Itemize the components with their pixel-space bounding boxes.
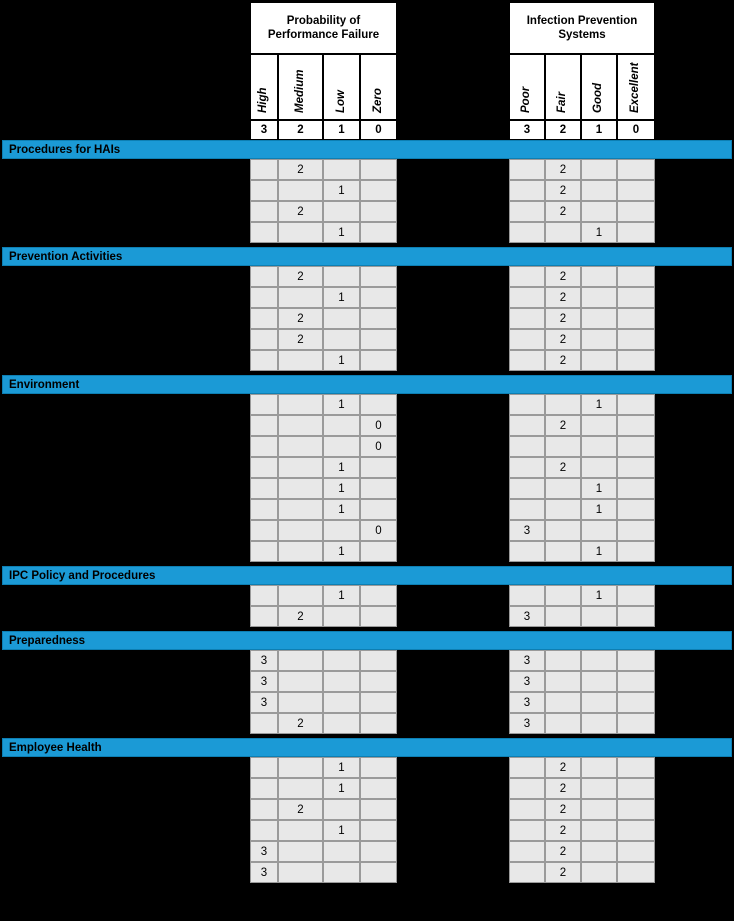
score-good: 1	[581, 120, 617, 140]
systems-cell[interactable]: 2	[545, 820, 581, 841]
section-title: IPC Policy and Procedures	[9, 569, 156, 582]
probability-cell[interactable]	[278, 585, 323, 606]
systems-cell[interactable]	[545, 499, 581, 520]
probability-cell[interactable]	[250, 520, 278, 541]
probability-cell[interactable]	[250, 201, 278, 222]
section-title: Procedures for HAIs	[9, 143, 121, 156]
systems-cell[interactable]	[509, 499, 545, 520]
probability-cell[interactable]	[278, 650, 323, 671]
probability-cell[interactable]	[323, 799, 360, 820]
systems-cell[interactable]	[545, 692, 581, 713]
systems-cell[interactable]	[617, 308, 655, 329]
probability-cell[interactable]: 1	[323, 585, 360, 606]
probability-cell[interactable]	[250, 541, 278, 562]
systems-cell[interactable]	[509, 841, 545, 862]
systems-cell[interactable]	[617, 499, 655, 520]
probability-cell[interactable]: 1	[323, 820, 360, 841]
systems-cell[interactable]	[509, 415, 545, 436]
probability-cell[interactable]	[278, 436, 323, 457]
probability-cell[interactable]	[323, 862, 360, 883]
probability-cell[interactable]	[250, 180, 278, 201]
systems-cell[interactable]	[617, 650, 655, 671]
probability-cell[interactable]	[278, 820, 323, 841]
systems-cell[interactable]	[581, 820, 617, 841]
systems-cell[interactable]	[581, 266, 617, 287]
probability-cell[interactable]	[360, 541, 397, 562]
probability-cell[interactable]: 0	[360, 415, 397, 436]
probability-cell[interactable]	[360, 820, 397, 841]
systems-cell[interactable]	[617, 671, 655, 692]
systems-cell[interactable]	[581, 757, 617, 778]
col-header-poor: Poor	[509, 54, 545, 120]
probability-cell[interactable]	[360, 308, 397, 329]
probability-cell[interactable]	[250, 350, 278, 371]
systems-cell[interactable]	[617, 862, 655, 883]
systems-cell[interactable]	[581, 713, 617, 734]
systems-cell[interactable]	[617, 757, 655, 778]
systems-cell[interactable]	[617, 541, 655, 562]
systems-group-label: Infection Prevention Systems	[526, 14, 638, 41]
probability-cell[interactable]	[250, 457, 278, 478]
systems-cell[interactable]	[581, 287, 617, 308]
probability-cell[interactable]	[250, 585, 278, 606]
systems-cell[interactable]	[581, 650, 617, 671]
probability-cell[interactable]: 2	[278, 329, 323, 350]
probability-cell[interactable]: 0	[360, 520, 397, 541]
systems-cell[interactable]	[545, 394, 581, 415]
probability-cell[interactable]	[250, 778, 278, 799]
systems-cell[interactable]	[545, 436, 581, 457]
probability-cell[interactable]	[323, 650, 360, 671]
section-title: Environment	[9, 378, 80, 391]
systems-cell[interactable]	[509, 287, 545, 308]
systems-cell[interactable]	[617, 478, 655, 499]
systems-cell[interactable]: 2	[545, 799, 581, 820]
probability-cell[interactable]: 2	[278, 308, 323, 329]
systems-cell[interactable]	[581, 350, 617, 371]
probability-cell[interactable]	[278, 841, 323, 862]
systems-cell[interactable]	[581, 692, 617, 713]
systems-cell[interactable]	[509, 350, 545, 371]
systems-cell[interactable]	[545, 520, 581, 541]
probability-cell[interactable]: 1	[323, 757, 360, 778]
systems-cell[interactable]	[509, 222, 545, 243]
systems-cell[interactable]: 2	[545, 841, 581, 862]
probability-cell[interactable]	[323, 692, 360, 713]
systems-cell[interactable]: 1	[581, 478, 617, 499]
systems-cell[interactable]	[509, 329, 545, 350]
probability-cell[interactable]: 2	[278, 713, 323, 734]
score-zero: 0	[360, 120, 397, 140]
systems-cell[interactable]	[617, 606, 655, 627]
col-header-good: Good	[581, 54, 617, 120]
probability-cell[interactable]	[250, 436, 278, 457]
probability-cell[interactable]	[250, 222, 278, 243]
systems-cell[interactable]	[617, 778, 655, 799]
systems-cell[interactable]	[617, 841, 655, 862]
probability-cell[interactable]	[360, 841, 397, 862]
systems-cell[interactable]: 2	[545, 415, 581, 436]
systems-cell[interactable]: 2	[545, 778, 581, 799]
systems-cell[interactable]	[581, 606, 617, 627]
probability-cell[interactable]	[278, 457, 323, 478]
systems-cell[interactable]	[581, 180, 617, 201]
probability-cell[interactable]	[250, 606, 278, 627]
probability-cell[interactable]	[360, 713, 397, 734]
probability-cell[interactable]	[360, 329, 397, 350]
probability-cell[interactable]	[250, 820, 278, 841]
probability-cell[interactable]	[250, 159, 278, 180]
probability-cell[interactable]	[323, 841, 360, 862]
systems-cell[interactable]: 2	[545, 329, 581, 350]
probability-cell[interactable]: 0	[360, 436, 397, 457]
systems-cell[interactable]: 2	[545, 862, 581, 883]
probability-cell[interactable]	[250, 415, 278, 436]
probability-cell[interactable]	[278, 415, 323, 436]
systems-cell[interactable]	[545, 713, 581, 734]
systems-cell[interactable]	[617, 266, 655, 287]
probability-cell[interactable]: 1	[323, 478, 360, 499]
probability-cell[interactable]	[323, 713, 360, 734]
systems-cell[interactable]	[509, 201, 545, 222]
systems-cell[interactable]: 2	[545, 308, 581, 329]
systems-cell[interactable]	[617, 394, 655, 415]
probability-cell[interactable]	[360, 650, 397, 671]
systems-cell[interactable]: 2	[545, 180, 581, 201]
systems-cell[interactable]	[617, 457, 655, 478]
probability-cell[interactable]: 3	[250, 692, 278, 713]
probability-cell[interactable]	[323, 520, 360, 541]
systems-cell[interactable]: 1	[581, 585, 617, 606]
systems-cell[interactable]	[509, 778, 545, 799]
systems-cell[interactable]	[509, 799, 545, 820]
systems-cell[interactable]	[509, 457, 545, 478]
probability-cell[interactable]	[323, 606, 360, 627]
probability-cell[interactable]	[250, 757, 278, 778]
probability-cell[interactable]: 2	[278, 606, 323, 627]
systems-cell[interactable]	[617, 436, 655, 457]
systems-cell[interactable]: 3	[509, 520, 545, 541]
systems-cell[interactable]	[509, 820, 545, 841]
systems-cell[interactable]	[509, 436, 545, 457]
section-header	[2, 140, 732, 159]
probability-cell[interactable]	[360, 394, 397, 415]
systems-cell[interactable]: 1	[581, 394, 617, 415]
col-header-fair: Fair	[545, 54, 581, 120]
systems-cell[interactable]	[581, 329, 617, 350]
systems-cell[interactable]	[509, 862, 545, 883]
probability-cell[interactable]: 2	[278, 266, 323, 287]
systems-cell[interactable]	[509, 394, 545, 415]
col-header-low: Low	[323, 54, 360, 120]
probability-cell[interactable]	[360, 778, 397, 799]
probability-cell[interactable]	[278, 394, 323, 415]
probability-cell[interactable]	[360, 350, 397, 371]
systems-cell[interactable]	[509, 478, 545, 499]
probability-cell[interactable]: 2	[278, 799, 323, 820]
probability-cell[interactable]	[360, 222, 397, 243]
probability-cell[interactable]	[323, 415, 360, 436]
systems-cell[interactable]	[617, 329, 655, 350]
probability-cell[interactable]: 1	[323, 222, 360, 243]
score-fair: 2	[545, 120, 581, 140]
probability-cell[interactable]	[278, 862, 323, 883]
systems-group-header	[509, 2, 655, 54]
probability-cell[interactable]	[323, 201, 360, 222]
systems-cell[interactable]: 2	[545, 266, 581, 287]
probability-cell[interactable]: 3	[250, 650, 278, 671]
systems-cell[interactable]: 3	[509, 713, 545, 734]
systems-cell[interactable]	[617, 350, 655, 371]
section-header	[2, 375, 732, 394]
systems-cell[interactable]	[581, 778, 617, 799]
probability-cell[interactable]	[323, 266, 360, 287]
probability-cell[interactable]	[323, 671, 360, 692]
probability-cell[interactable]	[278, 350, 323, 371]
section-title: Employee Health	[9, 741, 102, 754]
probability-cell[interactable]	[323, 329, 360, 350]
systems-cell[interactable]: 1	[581, 222, 617, 243]
probability-cell[interactable]	[278, 692, 323, 713]
systems-cell[interactable]	[617, 415, 655, 436]
probability-cell[interactable]: 1	[323, 350, 360, 371]
probability-cell[interactable]	[360, 692, 397, 713]
section-title: Preparedness	[9, 634, 86, 647]
systems-cell[interactable]	[581, 436, 617, 457]
probability-cell[interactable]: 1	[323, 778, 360, 799]
score-poor: 3	[509, 120, 545, 140]
systems-cell[interactable]: 2	[545, 457, 581, 478]
probability-cell[interactable]	[360, 799, 397, 820]
score-medium: 2	[278, 120, 323, 140]
probability-cell[interactable]: 3	[250, 841, 278, 862]
systems-cell[interactable]	[545, 222, 581, 243]
probability-cell[interactable]: 3	[250, 862, 278, 883]
probability-cell[interactable]	[278, 778, 323, 799]
probability-cell[interactable]	[360, 671, 397, 692]
probability-cell[interactable]	[323, 159, 360, 180]
systems-cell[interactable]	[509, 266, 545, 287]
systems-cell[interactable]	[545, 606, 581, 627]
col-header-medium: Medium	[278, 54, 323, 120]
systems-cell[interactable]	[545, 541, 581, 562]
probability-cell[interactable]	[250, 713, 278, 734]
systems-cell[interactable]: 1	[581, 499, 617, 520]
probability-cell[interactable]	[360, 287, 397, 308]
section-header	[2, 566, 732, 585]
systems-cell[interactable]	[581, 308, 617, 329]
probability-cell[interactable]	[250, 799, 278, 820]
probability-cell[interactable]	[323, 436, 360, 457]
probability-cell[interactable]	[360, 266, 397, 287]
systems-cell[interactable]: 3	[509, 650, 545, 671]
probability-cell[interactable]: 1	[323, 457, 360, 478]
probability-cell[interactable]	[360, 478, 397, 499]
score-low: 1	[323, 120, 360, 140]
section-header	[2, 631, 732, 650]
probability-cell[interactable]	[250, 329, 278, 350]
systems-cell[interactable]	[545, 585, 581, 606]
systems-cell[interactable]: 3	[509, 671, 545, 692]
probability-cell[interactable]	[250, 394, 278, 415]
systems-cell[interactable]	[509, 585, 545, 606]
section-title: Prevention Activities	[9, 250, 123, 263]
systems-cell[interactable]	[581, 671, 617, 692]
systems-cell[interactable]	[545, 478, 581, 499]
systems-cell[interactable]	[617, 222, 655, 243]
systems-cell[interactable]: 3	[509, 692, 545, 713]
probability-cell[interactable]	[360, 159, 397, 180]
systems-cell[interactable]	[617, 799, 655, 820]
systems-cell[interactable]: 2	[545, 159, 581, 180]
systems-cell[interactable]	[581, 862, 617, 883]
systems-cell[interactable]	[509, 757, 545, 778]
probability-cell[interactable]: 3	[250, 671, 278, 692]
probability-cell[interactable]: 1	[323, 180, 360, 201]
probability-cell[interactable]	[278, 287, 323, 308]
systems-cell[interactable]	[581, 201, 617, 222]
systems-cell[interactable]	[509, 159, 545, 180]
probability-cell[interactable]	[278, 222, 323, 243]
probability-cell[interactable]: 1	[323, 287, 360, 308]
probability-cell[interactable]	[250, 478, 278, 499]
probability-cell[interactable]	[360, 862, 397, 883]
systems-cell[interactable]	[509, 180, 545, 201]
col-header-excellent: Excellent	[617, 54, 655, 120]
probability-group-header	[250, 2, 397, 54]
probability-cell[interactable]: 2	[278, 201, 323, 222]
probability-cell[interactable]	[360, 201, 397, 222]
systems-cell[interactable]: 1	[581, 541, 617, 562]
systems-cell[interactable]	[617, 713, 655, 734]
systems-cell[interactable]: 2	[545, 757, 581, 778]
systems-cell[interactable]	[617, 159, 655, 180]
col-header-high: High	[250, 54, 278, 120]
probability-cell[interactable]	[323, 308, 360, 329]
score-excellent: 0	[617, 120, 655, 140]
systems-cell[interactable]	[545, 671, 581, 692]
systems-cell[interactable]	[617, 520, 655, 541]
probability-cell[interactable]	[278, 499, 323, 520]
probability-cell[interactable]	[360, 757, 397, 778]
systems-cell[interactable]: 2	[545, 350, 581, 371]
systems-cell[interactable]	[581, 520, 617, 541]
probability-cell[interactable]	[360, 180, 397, 201]
probability-cell[interactable]	[360, 499, 397, 520]
systems-cell[interactable]	[617, 820, 655, 841]
probability-cell[interactable]: 1	[323, 394, 360, 415]
systems-cell[interactable]: 2	[545, 287, 581, 308]
score-high: 3	[250, 120, 278, 140]
probability-cell[interactable]	[360, 606, 397, 627]
col-header-zero: Zero	[360, 54, 397, 120]
systems-cell[interactable]	[581, 457, 617, 478]
systems-cell[interactable]	[617, 585, 655, 606]
probability-cell[interactable]	[250, 287, 278, 308]
systems-cell[interactable]	[509, 308, 545, 329]
probability-cell[interactable]	[250, 499, 278, 520]
systems-cell[interactable]	[545, 650, 581, 671]
probability-cell[interactable]	[250, 266, 278, 287]
systems-cell[interactable]	[617, 180, 655, 201]
section-header	[2, 738, 732, 757]
systems-cell[interactable]: 3	[509, 606, 545, 627]
probability-cell[interactable]: 1	[323, 499, 360, 520]
systems-cell[interactable]	[581, 841, 617, 862]
probability-cell[interactable]: 1	[323, 541, 360, 562]
probability-cell[interactable]	[278, 671, 323, 692]
probability-cell[interactable]	[278, 541, 323, 562]
section-header	[2, 247, 732, 266]
systems-cell[interactable]	[581, 799, 617, 820]
probability-cell[interactable]	[278, 757, 323, 778]
probability-cell[interactable]: 2	[278, 159, 323, 180]
probability-cell[interactable]	[250, 308, 278, 329]
systems-cell[interactable]	[617, 287, 655, 308]
probability-group-label: Probability of Performance Failure	[267, 14, 380, 41]
systems-cell[interactable]	[509, 541, 545, 562]
probability-cell[interactable]	[278, 180, 323, 201]
probability-cell[interactable]	[278, 478, 323, 499]
probability-cell[interactable]	[278, 520, 323, 541]
systems-cell[interactable]	[581, 159, 617, 180]
systems-cell[interactable]	[617, 692, 655, 713]
systems-cell[interactable]	[617, 201, 655, 222]
probability-cell[interactable]	[360, 585, 397, 606]
systems-cell[interactable]: 2	[545, 201, 581, 222]
systems-cell[interactable]	[581, 415, 617, 436]
probability-cell[interactable]	[360, 457, 397, 478]
